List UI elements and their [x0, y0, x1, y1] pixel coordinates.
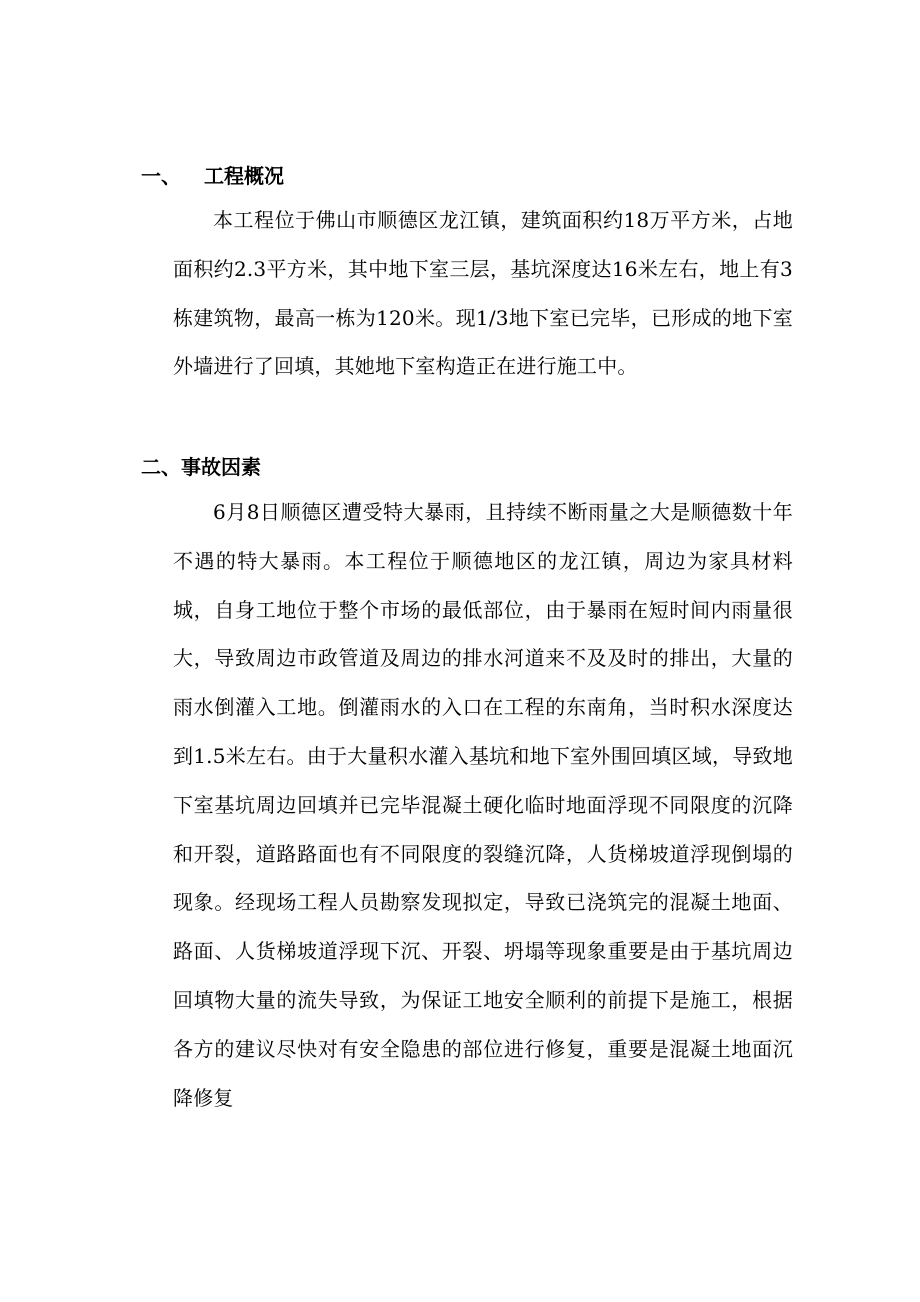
- section-title: 事故因素: [181, 455, 261, 479]
- section-heading-accident-cause: [141, 453, 261, 481]
- section-number: 二、: [141, 455, 181, 479]
- section-heading-overview: [141, 162, 284, 190]
- paragraph-accident-cause: 6月8日顺德区遭受特大暴雨，且持续不断雨量之大是顺德数十年不遇的特大暴雨。本工程位于顺德地区的龙江镇，周边为家具材料城，自身工地位于整个市场的最低部位，由于暴雨在短时间内雨量很大，导致周边市政管道及周边的排水河道来不及及时的排出，大量的雨水倒灌入工地。倒灌雨水的入口在工程的东南角，当时积水深度达到1.5米左右。由于大量积水灌入基坑和地下室外围回填区域，导致地下室基坑周边回填并已完毕混凝土硬化临时地面浮现不同限度的沉降和开裂，道路路面也有不同限度的裂缝沉降，人货梯坡道浮现倒塌的现象。经现场工程人员勘察发现拟定，导致已浇筑完的混凝土地面、路面、人货梯坡道浮现下沉、开裂、坍塌等现象重要是由于基坑周边回填物大量的流失导致，为保证工地安全顺利的前提下是施工，根据各方的建议尽快对有安全隐患的部位进行修复，重要是混凝土地面沉降修复: [173, 500, 793, 1110]
- paragraph-overview: 本工程位于佛山市顺德区龙江镇，建筑面积约18万平方米，占地面积约2.3平方米，其中地下室三层，基坑深度达16米左右，地上有3栋建筑物，最高一栋为120米。现1/3地下室已完毕，已形成的地下室外墙进行了回填，其她地下室构造正在进行施工中。: [173, 208, 793, 379]
- section-number: 一、: [141, 164, 181, 188]
- section-title: 工程概况: [204, 164, 284, 188]
